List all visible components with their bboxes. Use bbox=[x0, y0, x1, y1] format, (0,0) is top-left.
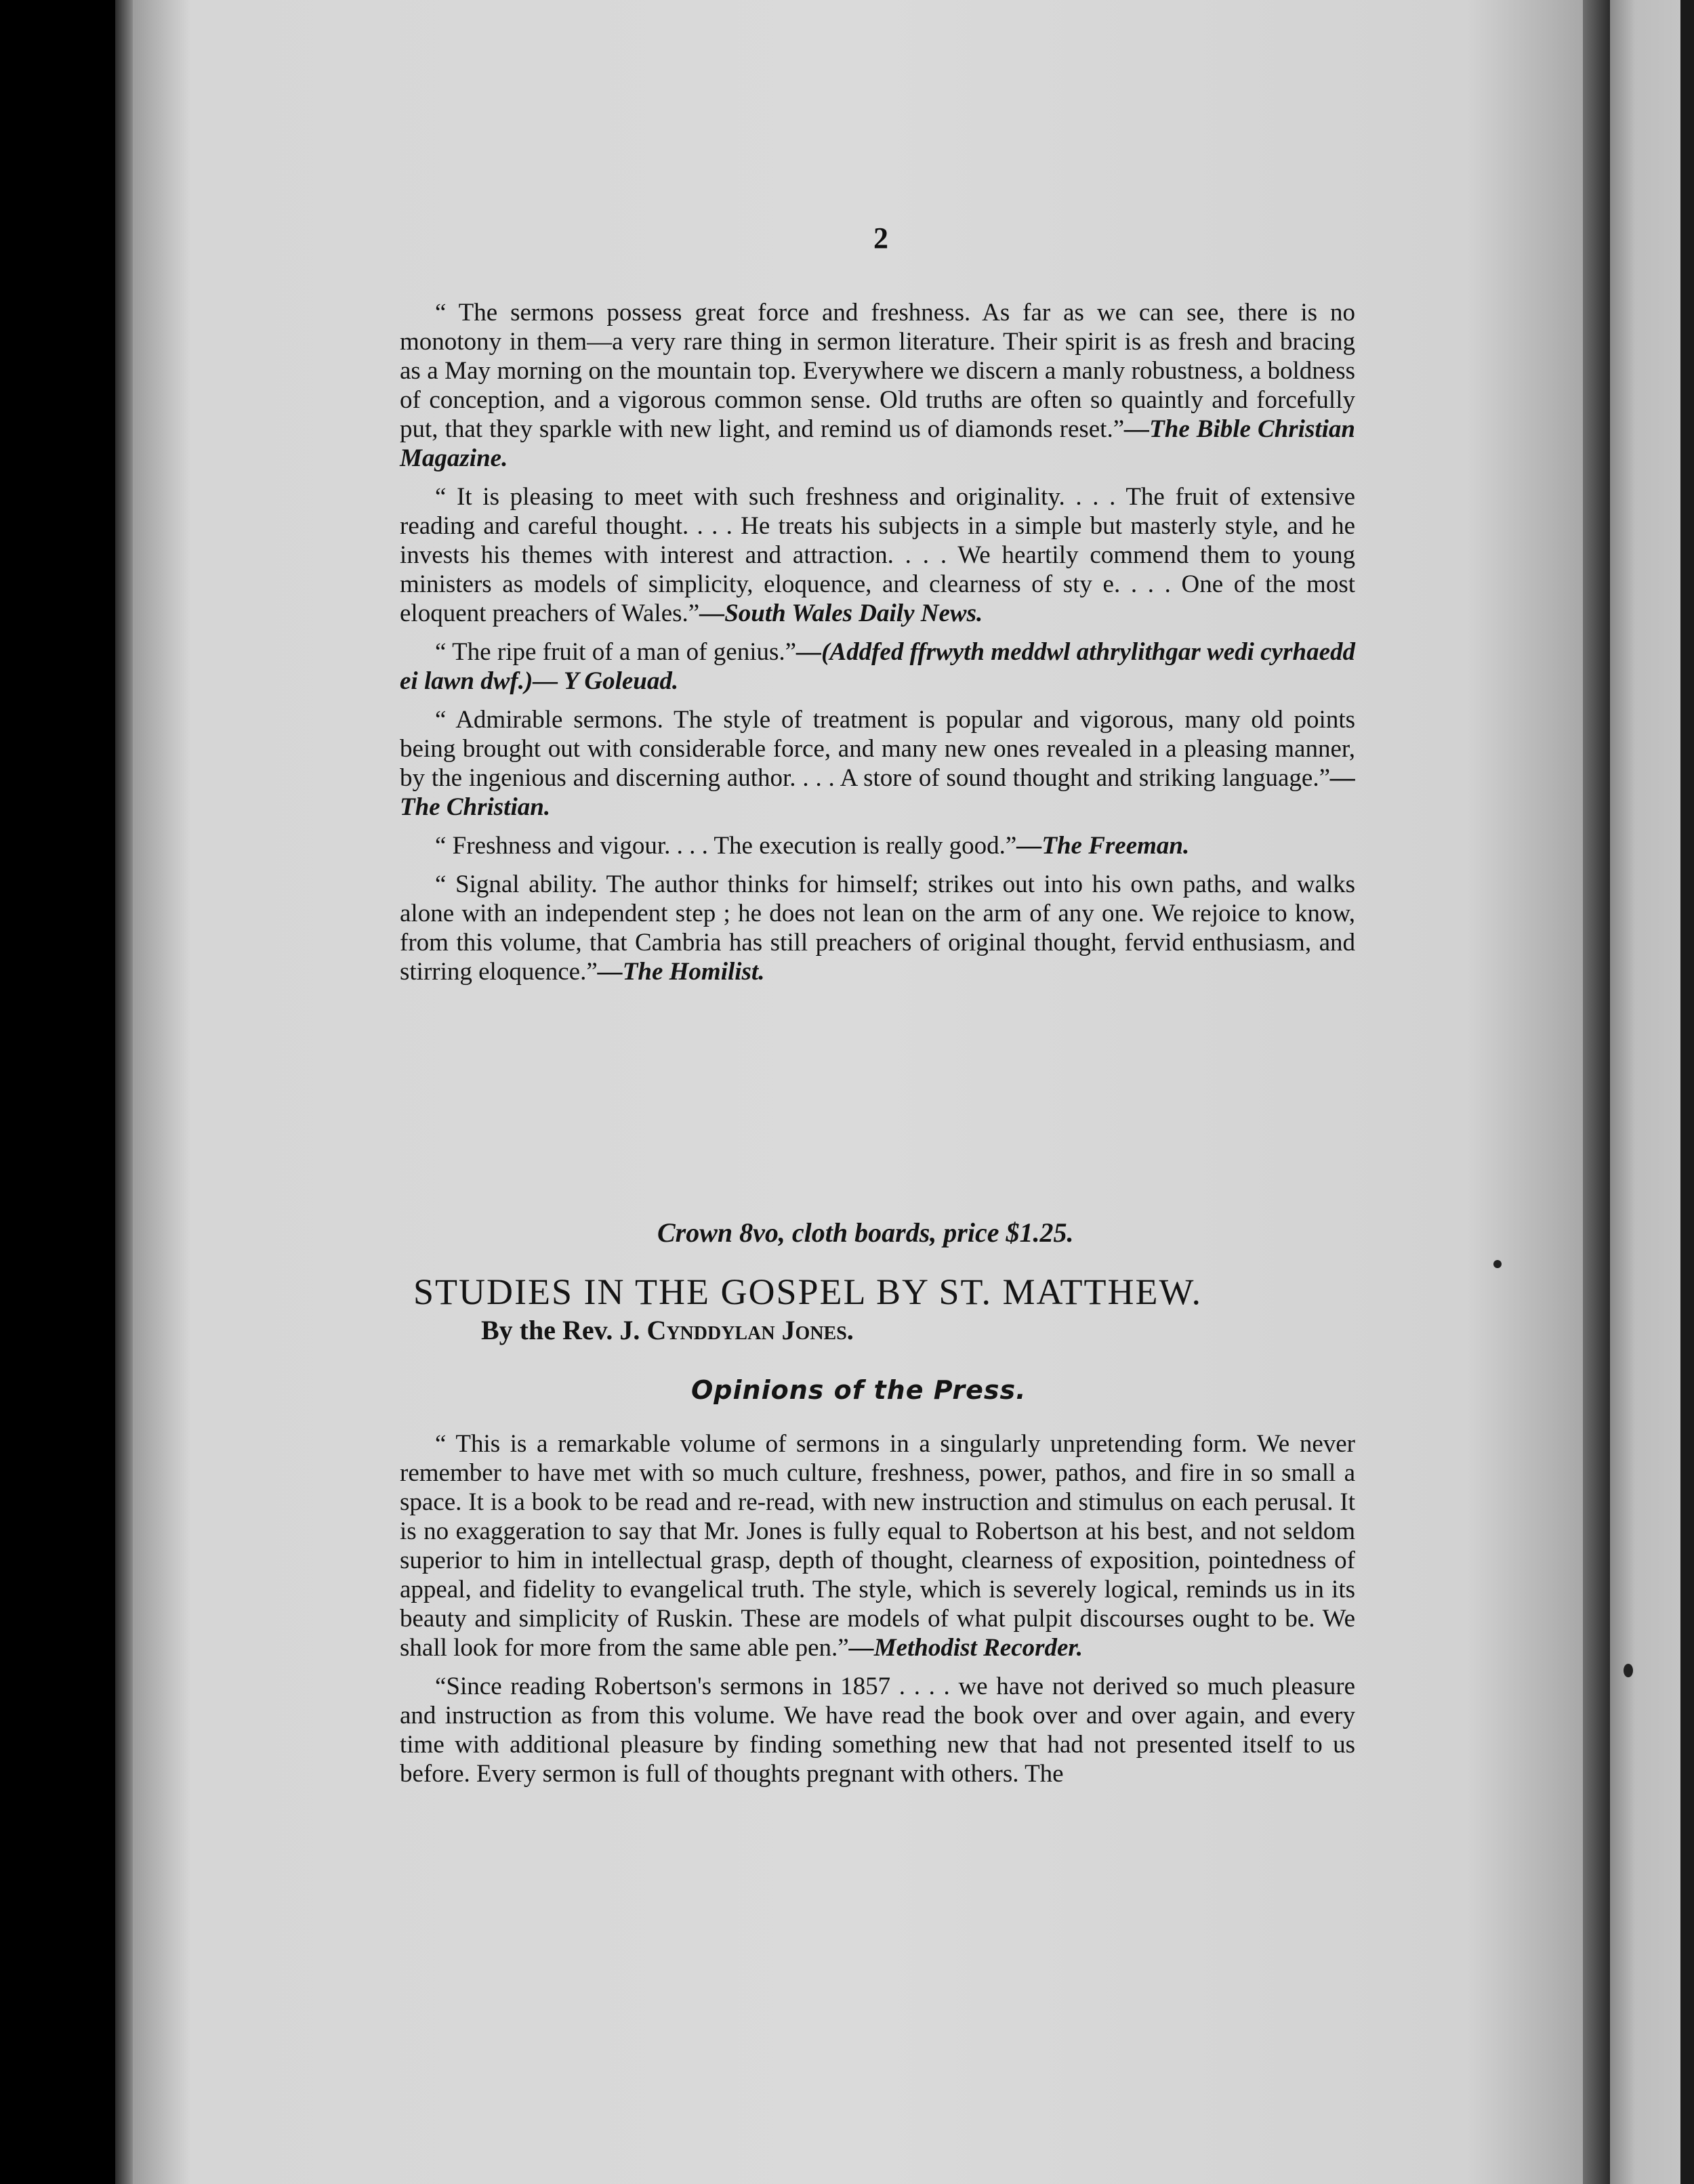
review-source: —The Freeman. bbox=[1016, 832, 1190, 860]
review-quote bbox=[400, 1672, 1355, 1788]
author-name: Cynddylan Jones. bbox=[646, 1315, 854, 1345]
book-title: STUDIES IN THE GOSPEL BY ST. MATTHEW. bbox=[413, 1272, 1203, 1312]
review-quote bbox=[400, 831, 1355, 860]
review-quote bbox=[400, 705, 1355, 822]
review-quote bbox=[400, 637, 1355, 696]
review-text: “ This is a remarkable volume of sermons in a singularly unpretending form. We never remember to have met with so much culture, freshness, power, pathos, and fire in so small a space. It is a book to be read and re-read, with new instruction and stimulus on each perusal. It is no exaggeration to say that Mr. Jones is fully equal to Robertson at his best, and not seldom superior to him in intellectual grasp, depth of thought, clearness of exposition, pointedness of appeal, and fidelity to evangelical truth. The style, which is severely logical, reminds us in its beauty and simplicity of Ruskin. These are models of what pulpit discourses ought to be. We shall look for more from the same able pen.” bbox=[400, 1430, 1355, 1662]
reviews-first-book bbox=[400, 298, 1355, 996]
author-prefix: By the Rev. J. bbox=[481, 1315, 640, 1345]
review-text: “ The ripe fruit of a man of genius.” bbox=[435, 638, 797, 666]
format-price-line: Crown 8vo, cloth boards, price $1.25. bbox=[657, 1217, 1074, 1248]
opinions-heading: Opinions of the Press. bbox=[691, 1375, 1027, 1405]
book-author bbox=[481, 1314, 1091, 1346]
scan-speck bbox=[1493, 1260, 1502, 1268]
review-source: —South Wales Daily News. bbox=[699, 600, 983, 627]
scan-speck bbox=[1624, 1664, 1633, 1677]
reviews-second-book bbox=[400, 1429, 1355, 1798]
review-text: “ Admirable sermons. The style of treatment is popular and vigorous, many old points being brought out with considerable force, and many new ones revealed in a pleasing manner, by the ingenious and discerning author. . . . A store of sound thought and striking language.” bbox=[400, 706, 1355, 792]
review-source: —The Bible Christian Magazine. bbox=[400, 415, 1355, 472]
review-source: —(Addfed ffrwyth meddwl athrylithgar wedi cyrhaedd ei lawn dwf.)— Y Goleuad. bbox=[400, 638, 1356, 695]
review-source: —The Homilist. bbox=[597, 958, 765, 986]
review-source: —Methodist Recorder. bbox=[848, 1634, 1083, 1662]
review-text: “ The sermons possess great force and freshness. As far as we can see, there is no monotony in them—a very rare thing in sermon literature. Their spirit is as fresh and bracing as a May morning on the mountain top. Everywhere we discern a manly robustness, a boldness of conception, and a vigorous common sense. Old truths are often so quaintly and forcefully put, that they sparkle with new light, and remind us of diamonds reset.” bbox=[400, 299, 1355, 443]
page-number: 2 bbox=[873, 222, 888, 255]
review-text: “ Freshness and vigour. . . . The execution is really good.” bbox=[435, 832, 1017, 860]
review-quote bbox=[400, 298, 1355, 473]
facing-page-edge bbox=[1610, 0, 1694, 2184]
review-quote bbox=[400, 1429, 1355, 1662]
review-text: “Since reading Robertson's sermons in 1857 . . . . we have not derived so much pleasure and instruction as from this volume. We have read the book over and over again, and every time with additional pleasure by finding something new that had not presented itself to us before. Every sermon is full of thoughts pregnant with others. The bbox=[400, 1673, 1355, 1788]
review-text: “ It is pleasing to meet with such freshness and originality. . . . The fruit of extensive reading and careful thought. . . . He treats his subjects in a simple but masterly style, and he invests his themes with interest and attraction. . . . We heartily commend them to young ministers as models of simplicity, eloquence, and clearness of sty e. . . . One of the most eloquent preachers of Wales.” bbox=[400, 483, 1355, 627]
review-quote bbox=[400, 870, 1355, 986]
review-source: —The Christian. bbox=[400, 764, 1355, 821]
book-gutter bbox=[1583, 0, 1610, 2184]
review-text: “ Signal ability. The author thinks for himself; strikes out into his own paths, and walks alone with an independent step ; he does not lean on the arm of any one. We rejoice to know, from this volume, that Cambria has still preachers of original thought, fervid enthusiasm, and stirring eloquence.” bbox=[400, 870, 1355, 986]
review-quote bbox=[400, 482, 1355, 628]
